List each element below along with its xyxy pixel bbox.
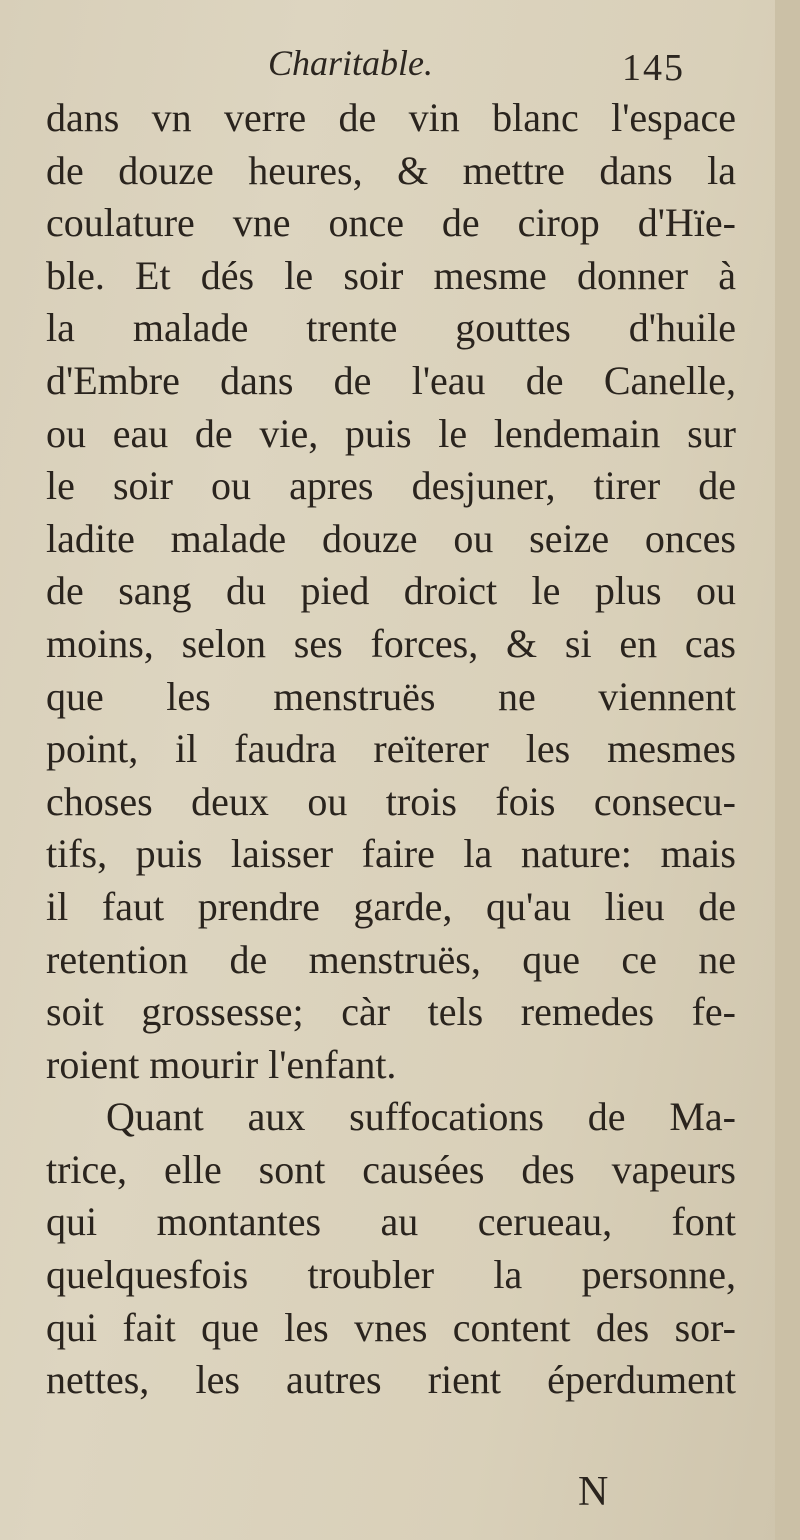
text-line: retention de menstruës, que ce ne: [46, 936, 736, 982]
text-line: ou eau de vie, puis le lendemain sur: [46, 410, 736, 456]
text-line: il faut prendre garde, qu'au lieu de: [46, 883, 736, 929]
text-line: trice, elle sont causées des vapeurs: [46, 1146, 736, 1192]
text-line: soit grossesse; càr tels remedes fe-: [46, 989, 736, 1035]
paragraph-1: [46, 92, 736, 1091]
text-line: choses deux ou trois fois consecu-: [46, 778, 736, 824]
text-line: ble. Et dés le soir mesme donner à: [46, 252, 736, 298]
text-line: que les menstruës ne viennent: [46, 673, 736, 719]
page-header: [0, 40, 775, 100]
text-line: le soir ou apres desjuner, tirer de: [46, 463, 736, 509]
catchword: N: [578, 1469, 609, 1515]
page-number: 145: [622, 47, 685, 89]
text-line: qui fait que les vnes content des sor-: [46, 1304, 736, 1350]
text-line: de douze heures, & mettre dans la: [46, 147, 736, 193]
text-line: ladite malade douze ou seize onces: [46, 515, 736, 561]
text-line: coulature vne once de cirop d'Hïe-: [46, 200, 736, 246]
text-line: Quant aux suffocations de Ma-: [106, 1094, 736, 1140]
text-line: qui montantes au cerueau, font: [46, 1199, 736, 1245]
text-line: moins, selon ses forces, & si en cas: [46, 620, 736, 666]
text-line: dans vn verre de vin blanc l'espace: [46, 95, 736, 140]
text-line: quelquesfois troubler la personne,: [46, 1252, 736, 1298]
text-line: nettes, les autres rient éperdument: [46, 1357, 736, 1403]
text-line: tifs, puis laisser faire la nature: mais: [46, 831, 736, 877]
text-line: de sang du pied droict le plus ou: [46, 568, 736, 614]
paragraph-2: [46, 1091, 736, 1407]
text-line: point, il faudra reïterer les mesmes: [46, 726, 736, 772]
text-line: d'Embre dans de l'eau de Canelle,: [46, 357, 736, 403]
text-line: la malade trente gouttes d'huile: [46, 305, 736, 351]
running-title: Charitable.: [268, 43, 434, 83]
text-line: roient mourir l'enfant.: [46, 1041, 397, 1087]
body-text: [46, 92, 736, 1407]
